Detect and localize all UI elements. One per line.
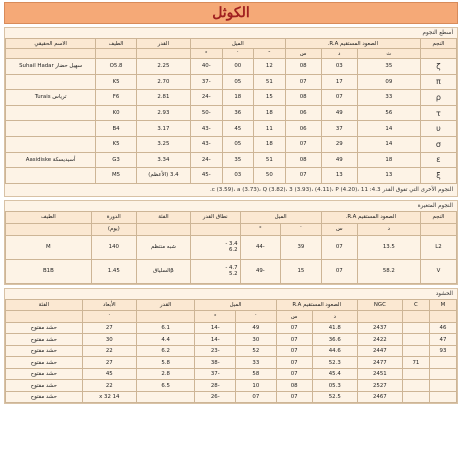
cell-size: 30 (82, 334, 136, 346)
table-subheader-row (6, 223, 457, 235)
cell-ra-m: 07 (321, 90, 357, 106)
cell-ra-m: 49 (321, 105, 357, 121)
cell-ra-m: 58.2 (357, 259, 420, 283)
header-dec: الميل (240, 211, 321, 223)
cell-ra-s: 07 (276, 345, 312, 357)
table-row (6, 105, 457, 121)
header-class: الفئة (136, 211, 190, 223)
cell-ra-s: 06 (285, 121, 321, 137)
cell-type: حشد مفتوح (6, 391, 83, 403)
variable-stars-panel (4, 200, 458, 285)
cell-mag: 3.25 (136, 136, 190, 152)
cell-ra-m: 49 (321, 152, 357, 168)
cell-size: 27 (82, 322, 136, 334)
cell-ra-s: 07 (321, 259, 357, 283)
variable-stars-caption: النجوم المتغيرة (417, 202, 453, 209)
cell-dec-m: 49 (236, 322, 277, 334)
cell-c (402, 322, 429, 334)
cell-ra-m: 44.6 (312, 345, 357, 357)
cell-dec-m: 00 (222, 59, 254, 75)
header-c: C (402, 299, 429, 311)
cell-star: ξ (420, 168, 456, 184)
cell-ra-h: 35 (357, 59, 420, 75)
cell-mag: 3.34 (136, 152, 190, 168)
cell-m: 93 (429, 345, 456, 357)
range-max: 4.7 - (225, 265, 238, 272)
cell-size: 22 (82, 380, 136, 392)
other-stars-note: النجوم الأخرى التي تفوق القدر 4.3: c (3.59)، a (3.73)، Q (3.82)، 3 (3.93)، (4.11)، P (4.20)، 11. (209, 186, 453, 193)
cell-size: 22 (82, 345, 136, 357)
header-spectrum: الطيف (96, 39, 137, 49)
table-row (6, 357, 457, 369)
cell-period: 1.45 (91, 259, 136, 283)
range-min: 5.2 (228, 271, 238, 278)
cell-spectrum: F6 (96, 90, 137, 106)
cell-mag: 2.25 (136, 59, 190, 75)
table-row (6, 90, 457, 106)
cell-dec-m: 15 (281, 259, 322, 283)
subheader-ra-s: س (276, 311, 312, 323)
page-title-bar (4, 2, 458, 24)
subheader-ra-s: س (285, 49, 321, 59)
table-subheader-row (6, 311, 457, 323)
cell-dec-m: 30 (236, 334, 277, 346)
cell-c (402, 368, 429, 380)
cell-m (429, 357, 456, 369)
cell-mag: 5.8 (136, 357, 195, 369)
cell-mag: 2.8 (136, 368, 195, 380)
cell-ra-s: 08 (285, 152, 321, 168)
cell-ra-s: 07 (285, 136, 321, 152)
cell-ra-m: 29 (321, 136, 357, 152)
cell-type: حشد مفتوح (6, 334, 83, 346)
cell-ngc: 2451 (357, 368, 402, 380)
subheader-ra-m: د (357, 223, 420, 235)
table-row (6, 368, 457, 380)
cell-ra-m: 13.5 (357, 235, 420, 259)
cell-ra-h: 33 (357, 90, 420, 106)
brightest-stars-panel (4, 27, 458, 197)
cell-star: ε (420, 152, 456, 168)
cell-dec-d: -26 (195, 391, 236, 403)
subheader-dec-d: ° (195, 311, 236, 323)
cell-ra-m: 37 (321, 121, 357, 137)
cell-c (402, 334, 429, 346)
cell-dec-m: 35 (222, 152, 254, 168)
table-row (6, 59, 457, 75)
cell-star: τ (420, 105, 456, 121)
cell-name: أسيديسكة Aasidiske (6, 152, 96, 168)
cell-ra-s: 07 (276, 357, 312, 369)
cell-dec-m: 05 (222, 136, 254, 152)
cell-dec-d: -38 (195, 357, 236, 369)
cell-name (6, 121, 96, 137)
cell-dec-d: -40 (190, 59, 222, 75)
cell-star: π (420, 74, 456, 90)
cell-dec-m: 10 (236, 380, 277, 392)
cell-star: L2 (420, 235, 456, 259)
cell-c (402, 345, 429, 357)
cell-dec-d: -28 (195, 380, 236, 392)
cell-ngc: 2477 (357, 357, 402, 369)
cell-mag: 3.4 (الأعظم) (136, 168, 190, 184)
cell-mag: 2.70 (136, 74, 190, 90)
cell-ngc: 2437 (357, 322, 402, 334)
table-header-row (6, 39, 457, 49)
cell-m: 47 (429, 334, 456, 346)
cell-dec-d: -43 (190, 121, 222, 137)
cell-dec-d: -24 (190, 152, 222, 168)
cell-star: σ (420, 136, 456, 152)
cell-mag: 4.4 (136, 334, 195, 346)
cell-star: ζ (420, 59, 456, 75)
cell-dec-m: 18 (222, 90, 254, 106)
cell-ra-s: 07 (321, 235, 357, 259)
cell-dec-m: 03 (222, 168, 254, 184)
subheader-ra-m: د (312, 311, 357, 323)
subheader-dec-s: ″ (254, 49, 286, 59)
table-row (6, 74, 457, 90)
cell-dec-m: 52 (236, 345, 277, 357)
cell-spectrum: B4 (96, 121, 137, 137)
cell-ra-m: 13 (321, 168, 357, 184)
cell-ra-h: 56 (357, 105, 420, 121)
cell-name (6, 105, 96, 121)
header-ra: الصعود المستقيم R.A (276, 299, 357, 311)
cell-ra-s: 07 (285, 74, 321, 90)
cell-mag (136, 391, 195, 403)
subheader-ra-s: س (321, 223, 357, 235)
clusters-table (5, 299, 457, 404)
cell-dec-s: 15 (254, 90, 286, 106)
cell-ngc: 2527 (357, 380, 402, 392)
cell-mag: 6.1 (136, 322, 195, 334)
cell-dec-s: 51 (254, 152, 286, 168)
cell-dec-d: -43 (190, 136, 222, 152)
cell-spectrum: K5 (96, 136, 137, 152)
cell-type: حشد مفتوح (6, 345, 83, 357)
cell-ra-s: 06 (285, 105, 321, 121)
subheader-period-unit: (يوم) (91, 223, 136, 235)
cell-dec-s: 18 (254, 136, 286, 152)
cell-ra-h: 18 (357, 152, 420, 168)
cell-dec-m: 05 (222, 74, 254, 90)
cell-size: 14 x 32 (82, 391, 136, 403)
cell-ra-h: 14 (357, 121, 420, 137)
cell-spectrum: B1B (6, 259, 92, 283)
variable-stars-table (5, 211, 457, 284)
cell-name: ترياس Turais (6, 90, 96, 106)
cell-dec-s: 11 (254, 121, 286, 137)
cell-type: حشد مفتوح (6, 368, 83, 380)
cell-ra-m: 05.3 (312, 380, 357, 392)
subheader-dec-m: ′ (222, 49, 254, 59)
cell-period: 140 (91, 235, 136, 259)
table-header-row (6, 211, 457, 223)
cell-name (6, 168, 96, 184)
header-range: نطاق القدر (190, 211, 240, 223)
subheader-ra-h: ث (357, 49, 420, 59)
cell-type: حشد مفتوح (6, 380, 83, 392)
cell-dec-m: 36 (222, 105, 254, 121)
cell-dec-d: -50 (190, 105, 222, 121)
cell-ra-m: 45.4 (312, 368, 357, 380)
cell-dec-m: 45 (222, 121, 254, 137)
cell-spectrum: O5.8 (96, 59, 137, 75)
cell-dec-m: 58 (236, 368, 277, 380)
header-mag: القدر (136, 39, 190, 49)
table-row (6, 259, 457, 283)
cell-ra-s: 07 (276, 391, 312, 403)
cell-dec-d: -44 (240, 235, 281, 259)
table-row (6, 334, 457, 346)
cell-dec-d: -37 (190, 74, 222, 90)
cell-dec-s: 51 (254, 74, 286, 90)
header-ngc: NGC (357, 299, 402, 311)
table-row (6, 121, 457, 137)
cell-ra-m: 36.6 (312, 334, 357, 346)
header-name: الاسم الحقيقي (6, 39, 96, 49)
subheader-ra-m: د (321, 49, 357, 59)
cell-dec-m: 39 (281, 235, 322, 259)
cell-ra-s: 07 (276, 322, 312, 334)
cell-name (6, 136, 96, 152)
cell-dec-s: 18 (254, 105, 286, 121)
cell-range (190, 259, 240, 283)
cell-dec-s: 50 (254, 168, 286, 184)
cell-m (429, 368, 456, 380)
cell-c (402, 380, 429, 392)
cell-ngc: 2447 (357, 345, 402, 357)
brightest-stars-table (5, 38, 457, 184)
cell-ra-s: 08 (285, 59, 321, 75)
cell-dec-m: 33 (236, 357, 277, 369)
cell-m (429, 380, 456, 392)
cell-dec-d: -14 (195, 322, 236, 334)
table-subheader-row (6, 49, 457, 59)
page-title: الكوثل (212, 5, 250, 21)
cell-star: V (420, 259, 456, 283)
cell-ra-s: 07 (276, 368, 312, 380)
table-row (6, 136, 457, 152)
cell-ra-m: 41.8 (312, 322, 357, 334)
cell-ra-h: 13 (357, 168, 420, 184)
cell-ngc: 2467 (357, 391, 402, 403)
cell-ra-h: 09 (357, 74, 420, 90)
cell-ra-s: 07 (285, 168, 321, 184)
cell-mag: 3.17 (136, 121, 190, 137)
cell-mag: 2.81 (136, 90, 190, 106)
header-size: الأبعاد (82, 299, 136, 311)
cell-name (6, 74, 96, 90)
cell-ra-m: 03 (321, 59, 357, 75)
header-period: الدورة (91, 211, 136, 223)
cell-dec-m: 07 (236, 391, 277, 403)
cell-ra-m: 17 (321, 74, 357, 90)
header-m: M (429, 299, 456, 311)
header-type: الفئة (6, 299, 83, 311)
table-row (6, 235, 457, 259)
cell-size: 45 (82, 368, 136, 380)
header-dec: الميل (190, 39, 285, 49)
cell-ra-m: 52.5 (312, 391, 357, 403)
table-row (6, 380, 457, 392)
cell-mag: 2.93 (136, 105, 190, 121)
subheader-dec-m: ′ (236, 311, 277, 323)
cell-class: βالسلياق (136, 259, 190, 283)
cell-mag: 6.2 (136, 345, 195, 357)
cell-ra-s: 08 (276, 380, 312, 392)
header-mag: القدر (136, 299, 195, 311)
cell-ra-s: 07 (276, 334, 312, 346)
clusters-caption: الحشود (435, 290, 453, 297)
cell-size: 27 (82, 357, 136, 369)
cell-ra-s: 08 (285, 90, 321, 106)
cell-mag: 6.5 (136, 380, 195, 392)
subheader-dec-d: ° (240, 223, 281, 235)
subheader-size-unit: ′ (82, 311, 136, 323)
cell-dec-d: -37 (195, 368, 236, 380)
header-ra: الصعود المستقيم R.A. (285, 39, 420, 49)
subheader-dec-d: ° (190, 49, 222, 59)
cell-spectrum: K0 (96, 105, 137, 121)
cell-ra-h: 14 (357, 136, 420, 152)
cell-dec-d: -14 (195, 334, 236, 346)
cell-star: ρ (420, 90, 456, 106)
table-row (6, 168, 457, 184)
cell-dec-d: -24 (190, 90, 222, 106)
cell-class: شبه منتظم (136, 235, 190, 259)
cell-dec-s: 12 (254, 59, 286, 75)
cell-ra-m: 52.3 (312, 357, 357, 369)
cell-c: 71 (402, 357, 429, 369)
brightest-stars-caption: أسطع النجوم (422, 30, 453, 36)
table-row (6, 322, 457, 334)
cell-spectrum: M5 (96, 168, 137, 184)
cell-m (429, 391, 456, 403)
cell-dec-d: -23 (195, 345, 236, 357)
cell-star: υ (420, 121, 456, 137)
table-header-row (6, 299, 457, 311)
subheader-dec-m: ′ (281, 223, 322, 235)
cell-spectrum: K5 (96, 74, 137, 90)
cell-type: حشد مفتوح (6, 322, 83, 334)
cell-m: 46 (429, 322, 456, 334)
header-ra: الصعود المستقيم R.A. (321, 211, 420, 223)
cell-dec-d: -45 (190, 168, 222, 184)
cell-c (402, 391, 429, 403)
range-max: 3.4 - (225, 241, 238, 248)
cell-dec-d: -49 (240, 259, 281, 283)
cell-name: سهيل حضار Suhail Hadar (6, 59, 96, 75)
cell-type: حشد مفتوح (6, 357, 83, 369)
header-spectrum: الطيف (6, 211, 92, 223)
cell-spectrum: G3 (96, 152, 137, 168)
cell-ngc: 2422 (357, 334, 402, 346)
header-dec: الميل (195, 299, 276, 311)
clusters-panel (4, 288, 458, 405)
cell-range (190, 235, 240, 259)
range-min: 6.2 (228, 247, 238, 254)
header-star: النجم (420, 211, 456, 223)
table-row (6, 152, 457, 168)
table-row (6, 345, 457, 357)
table-row (6, 391, 457, 403)
cell-spectrum: M (6, 235, 92, 259)
header-star: النجم (420, 39, 456, 49)
